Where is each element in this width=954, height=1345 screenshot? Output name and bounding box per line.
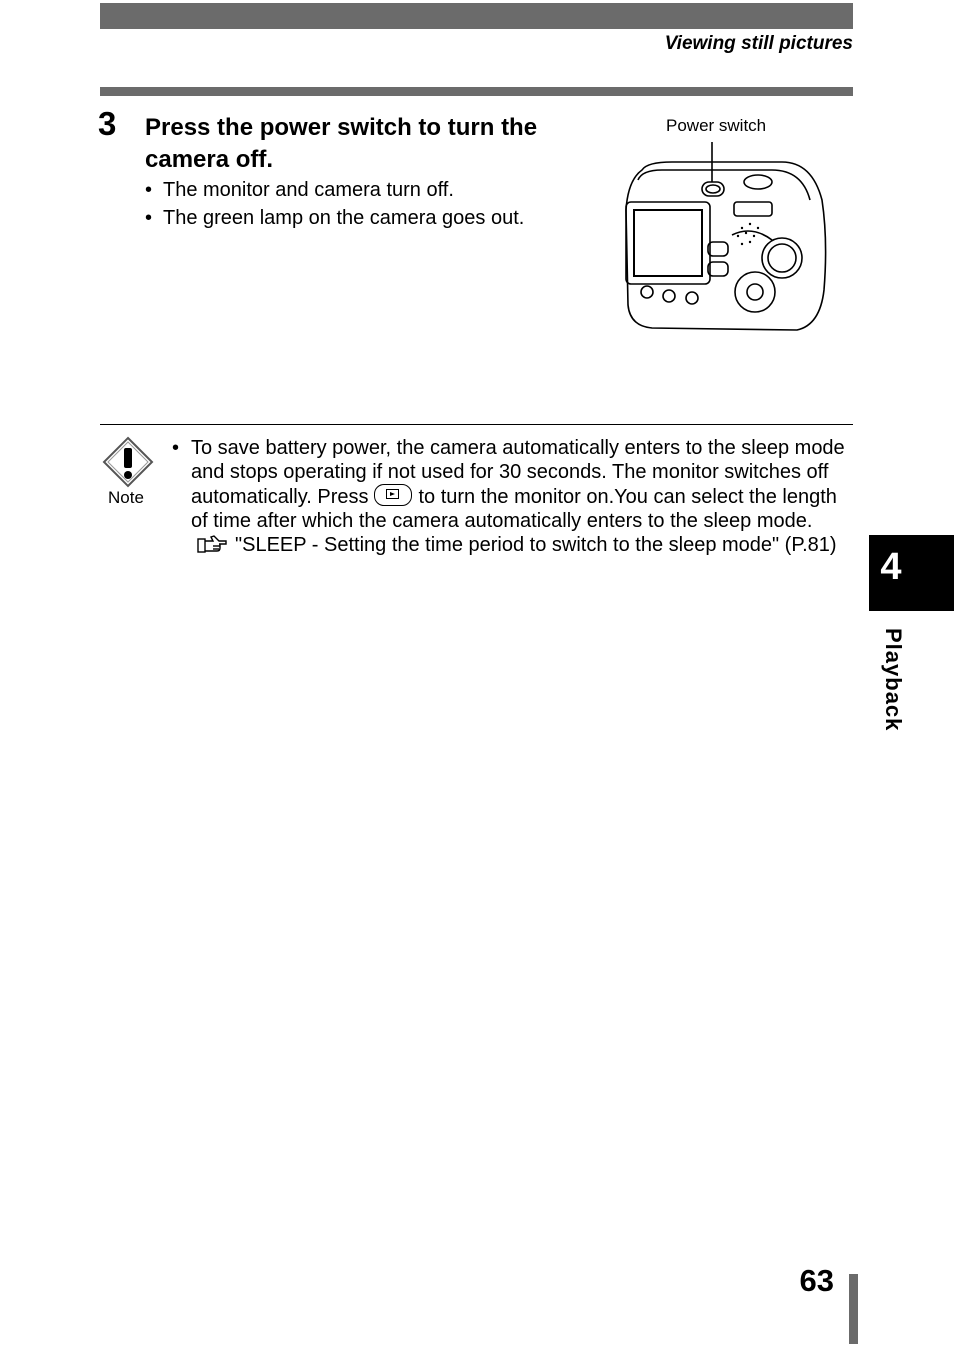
reference-pointer-icon (197, 534, 227, 554)
note-bullet: • (172, 437, 180, 459)
note-divider (100, 424, 853, 425)
step-bullets (145, 176, 605, 232)
note-text-part: to turn the monitor on.You can select the length of time after which the camera automatically enters to the sleep mode. (191, 485, 837, 532)
section-divider (100, 87, 853, 96)
shutter-button (744, 175, 772, 189)
note-text (191, 436, 852, 557)
section-title: Viewing still pictures (664, 33, 853, 54)
note-label: Note (108, 488, 144, 507)
step-bullet: • The monitor and camera turn off. (145, 176, 605, 204)
arrow-pad (735, 272, 775, 312)
monitor-screen (634, 210, 702, 276)
chapter-label: Playback (881, 628, 906, 732)
warning-icon (102, 436, 154, 488)
step-number: 3 (98, 105, 117, 142)
camera-body-outline (626, 162, 826, 330)
note-body (172, 436, 852, 557)
header-bar (100, 3, 853, 29)
cross-reference: "SLEEP - Setting the time period to switch to the sleep mode" (P.81) (235, 534, 837, 557)
playback-button-icon (374, 484, 412, 506)
step-bullet: • The green lamp on the camera goes out. (145, 204, 605, 232)
step-title: Press the power switch to turn the camera off. (145, 114, 538, 173)
camera-illustration (612, 140, 832, 340)
page-number: 63 (799, 1263, 834, 1298)
power-switch-callout: Power switch (666, 116, 767, 135)
chapter-number: 4 (880, 546, 902, 588)
page-number-bar (849, 1274, 858, 1344)
monitor-frame (626, 202, 710, 284)
note-text-part: To save battery power, the camera automatically enters to the sleep mode and stops operating if not used for 30 seconds. The monitor switches off automatically. Press (191, 437, 845, 508)
